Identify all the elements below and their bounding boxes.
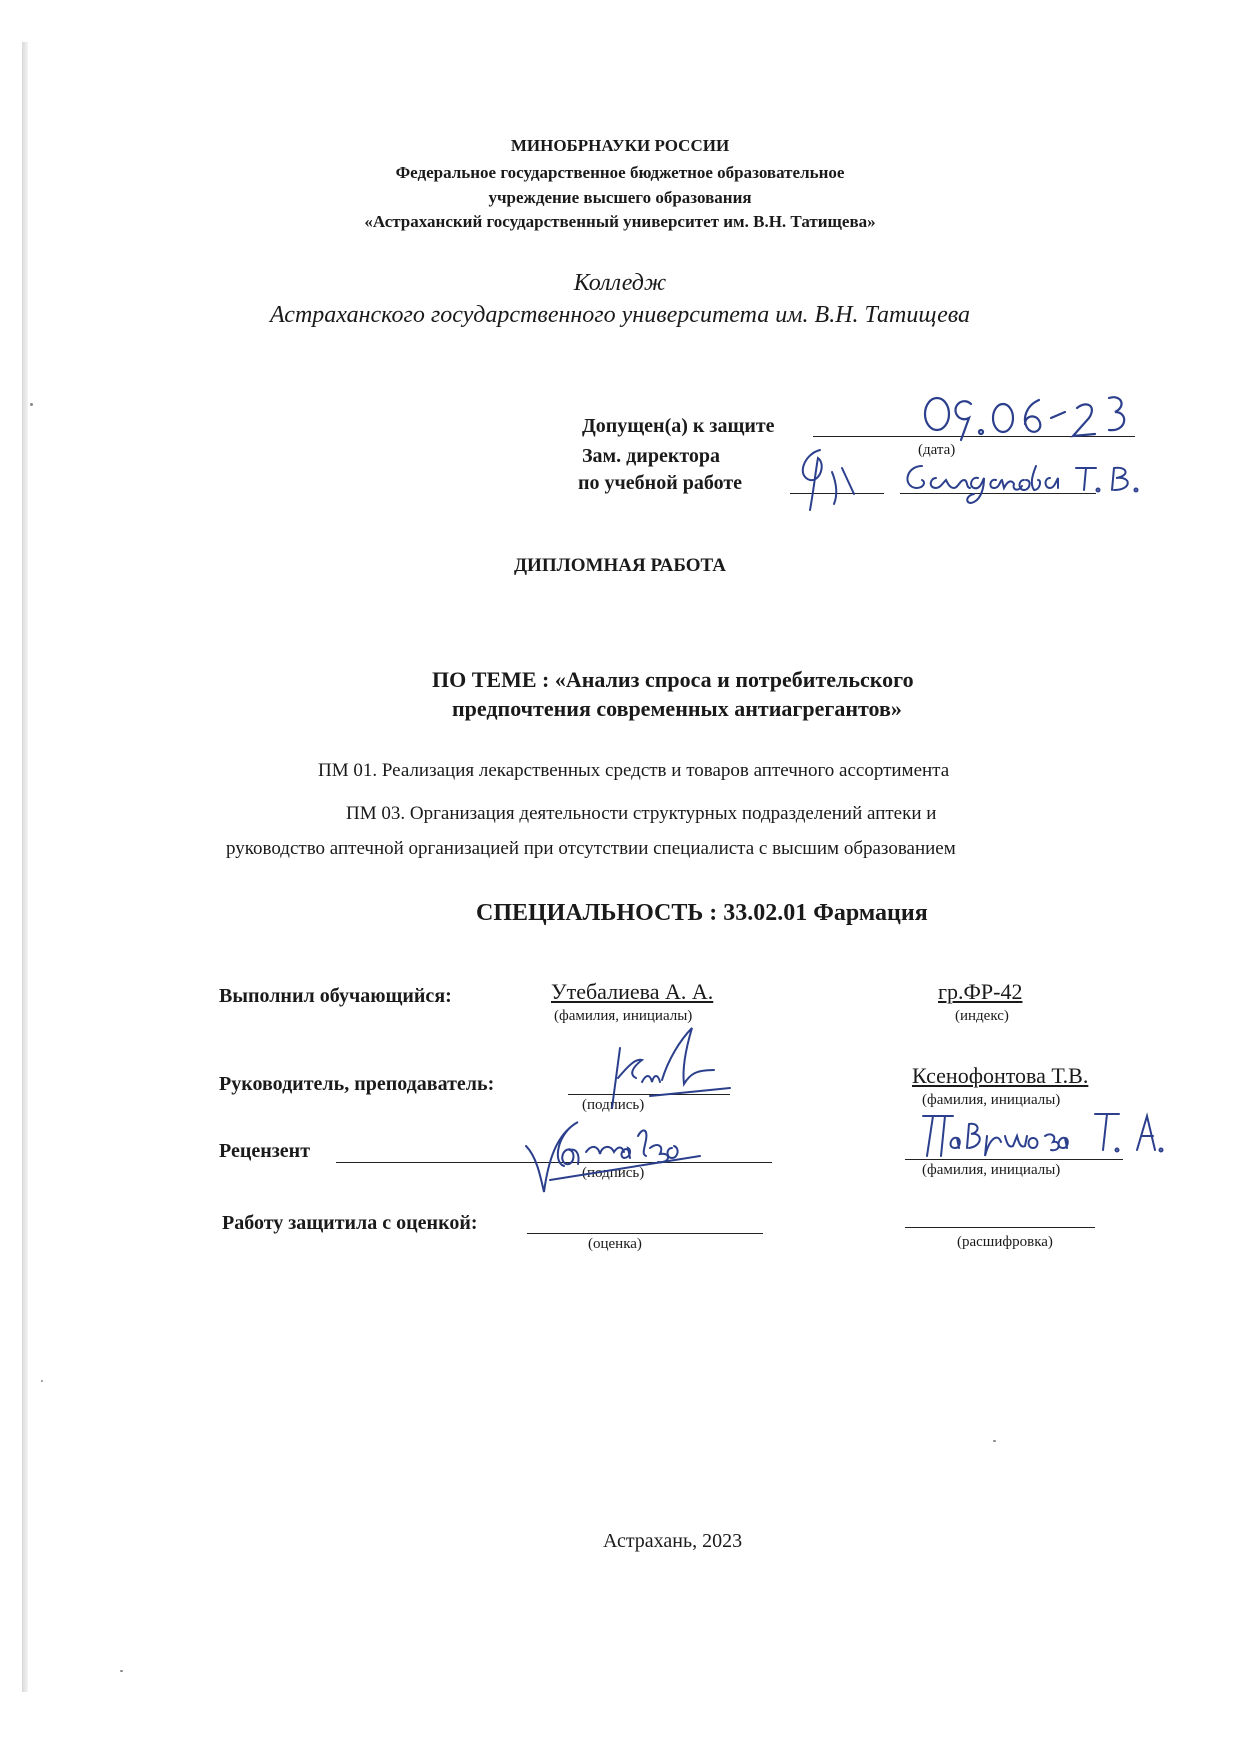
reviewer-name-caption: (фамилия, инициалы)	[922, 1162, 1061, 1178]
college-line-1: Колледж	[573, 270, 667, 296]
admitted-label: Допущен(а) к защите	[582, 415, 775, 437]
topic-line-1: ПО ТЕМЕ : «Анализ спроса и потребительского	[432, 667, 914, 692]
student-label: Выполнил обучающийся:	[219, 985, 452, 1007]
reviewer-signature	[520, 1110, 730, 1200]
topic-line-2: предпочтения современных антиагрегантов»	[452, 696, 902, 721]
supervisor-name: Ксенофонтова Т.В.	[912, 1063, 1089, 1088]
scan-speck	[120, 1670, 123, 1672]
decode-line	[905, 1227, 1095, 1228]
grade-line	[527, 1233, 763, 1234]
deputy-name-handwritten	[900, 458, 1200, 518]
date-caption: (дата)	[918, 442, 956, 458]
header-line-2: Федеральное государственное бюджетное образовательное	[395, 163, 845, 182]
supervisor-signature-caption: (подпись)	[582, 1097, 645, 1113]
supervisor-label: Руководитель, преподаватель:	[219, 1073, 495, 1095]
student-name-caption: (фамилия, инициалы)	[554, 1008, 693, 1024]
student-group: гр.ФР-42	[938, 979, 1023, 1004]
student-group-caption: (индекс)	[955, 1008, 1009, 1024]
deputy-label-2: по учебной работе	[578, 472, 743, 494]
supervisor-signature	[590, 1018, 740, 1118]
reviewer-signature-caption: (подпись)	[582, 1165, 645, 1181]
header-ministry: МИНОБРНАУКИ РОССИИ	[510, 136, 730, 155]
city-year: Астрахань, 2023	[603, 1530, 743, 1552]
defense-label: Работу защитила с оценкой:	[222, 1212, 478, 1234]
module-pm01: ПМ 01. Реализация лекарственных средств и товаров аптечного ассортимента	[318, 760, 950, 781]
reviewer-label: Рецензент	[219, 1140, 311, 1162]
scan-speck	[30, 403, 33, 406]
scan-speck	[993, 1440, 996, 1442]
deputy-signature	[780, 438, 880, 518]
decode-caption: (расшифровка)	[957, 1234, 1053, 1250]
deputy-label-1: Зам. директора	[582, 445, 721, 467]
header-university: «Астраханский государственный университет им. В.Н. Татищева»	[364, 212, 876, 231]
work-type-title: ДИПЛОМНАЯ РАБОТА	[513, 555, 727, 576]
scan-speck	[41, 1380, 43, 1382]
college-line-2: Астраханского государственного университета им. В.Н. Татищева	[270, 302, 970, 328]
reviewer-name-handwritten	[905, 1108, 1205, 1168]
student-name: Утебалиева А. А.	[551, 979, 714, 1004]
module-pm03-line-1: ПМ 03. Организация деятельности структурных подразделений аптеки и	[346, 803, 937, 824]
module-pm03-line-2: руководство аптечной организацией при отсутствии специалиста с высшим образованием	[226, 838, 956, 859]
grade-caption: (оценка)	[588, 1236, 642, 1252]
handwritten-date	[915, 388, 1135, 444]
specialty: СПЕЦИАЛЬНОСТЬ : 33.02.01 Фармация	[476, 900, 928, 926]
supervisor-name-caption: (фамилия, инициалы)	[922, 1092, 1061, 1108]
header-line-3: учреждение высшего образования	[488, 188, 752, 207]
